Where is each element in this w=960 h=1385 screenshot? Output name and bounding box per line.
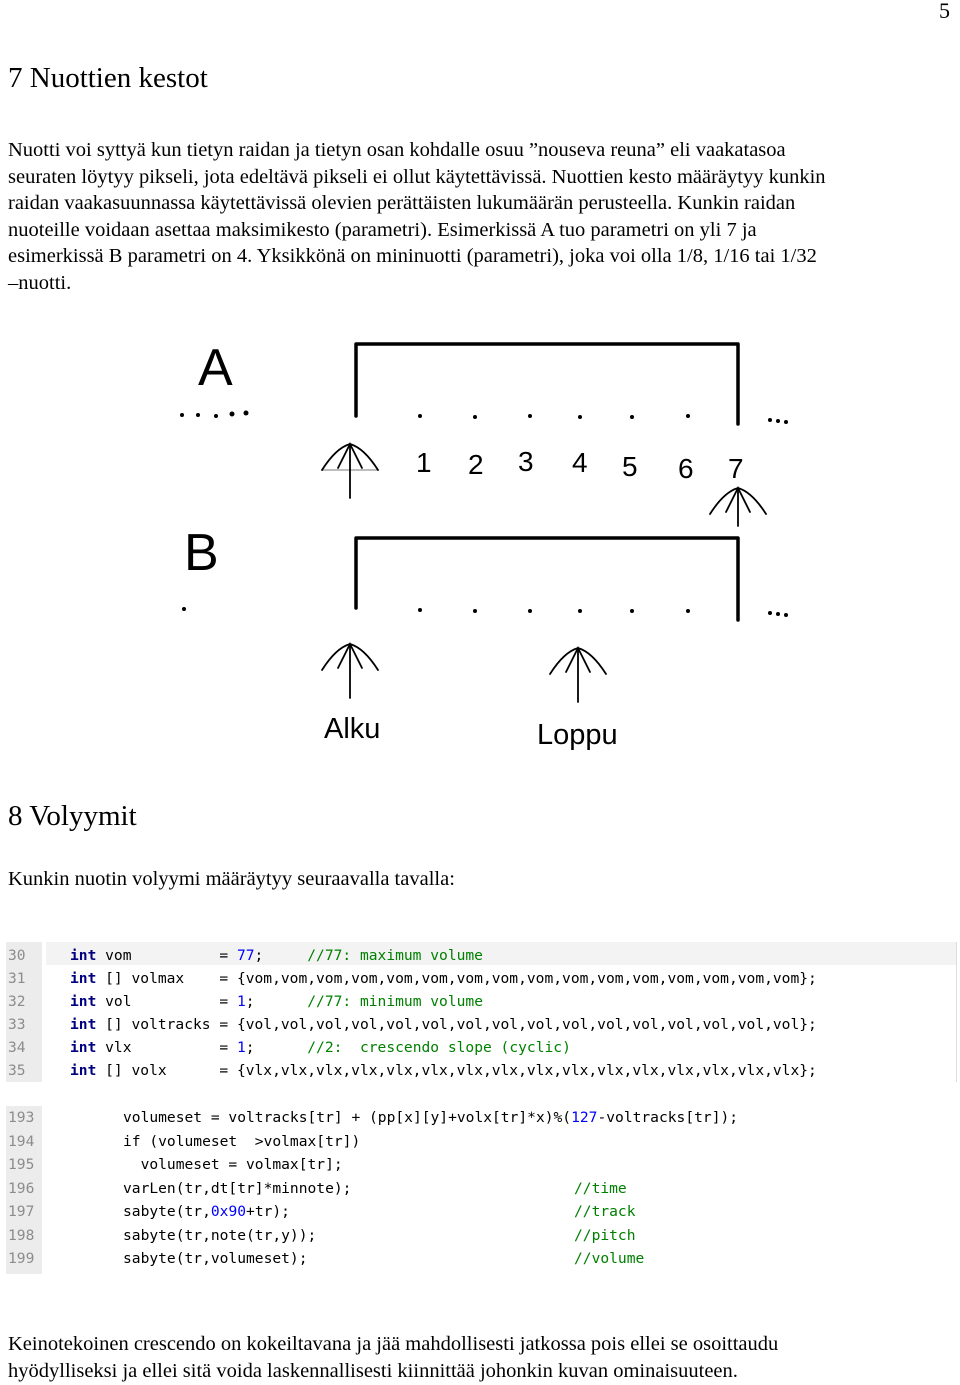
code-text — [123, 1200, 290, 1223]
code-line — [6, 1106, 830, 1129]
code-block-volume — [6, 1106, 830, 1274]
track-a-dots — [180, 411, 788, 425]
code-segment: sabyte(tr,volumeset); — [123, 1250, 308, 1267]
label-start: Alku — [324, 713, 381, 745]
code-block-declarations — [6, 942, 957, 1082]
count-1: 1 — [416, 447, 432, 478]
code-comment: //77: minimum volume — [307, 993, 483, 1010]
count-2: 2 — [468, 449, 484, 480]
code-line — [6, 990, 956, 1013]
code-comment: //time — [574, 1179, 627, 1197]
paragraph-line: hyödylliseksi ja ellei sitä voida laskennallisesti kiinnittää johonkin kuvan ominaisuuteen. — [8, 1359, 738, 1382]
keyword: int — [70, 1039, 97, 1056]
code-comment: //track — [574, 1203, 636, 1220]
line-number: 33 — [8, 1016, 26, 1033]
code-segment: [] voltracks = {vol,vol,vol,vol,vol,vol,vol,vol,vol,vol,vol,vol,vol,vol,vol,vol}; — [96, 1016, 817, 1033]
code-line — [6, 944, 956, 967]
line-number: 195 — [8, 1156, 35, 1173]
number-literal: 77 — [236, 947, 255, 964]
keyword: int — [70, 1016, 97, 1033]
line-number: 198 — [8, 1226, 35, 1244]
paragraph-line: Nuotti voi syttyä kun tietyn raidan ja tietyn osan kohdalle osuu ”nouseva reuna” eli vaakatasoa — [8, 139, 786, 161]
code-line — [6, 1059, 956, 1082]
keyword: int — [70, 1062, 97, 1079]
closing-paragraph — [8, 1331, 953, 1384]
code-segment: [] volmax = {vom,vom,vom,vom,vom,vom,vom,vom,vom,vom,vom,vom,vom,vom,vom,vom}; — [96, 970, 817, 987]
label-a: A — [198, 339, 233, 397]
code-segment: [] volx = {vlx,vlx,vlx,vlx,vlx,vlx,vlx,vlx,vlx,vlx,vlx,vlx,vlx,vlx,vlx,vlx}; — [96, 1062, 817, 1079]
code-text — [123, 1106, 738, 1129]
code-text — [70, 944, 483, 967]
code-text — [70, 1036, 571, 1059]
code-segment: ; — [254, 947, 308, 964]
code-line — [6, 1224, 830, 1247]
line-number: 34 — [8, 1039, 26, 1056]
code-line — [6, 1247, 830, 1270]
code-text — [123, 1153, 343, 1176]
count-3: 3 — [518, 446, 534, 477]
code-segment: ; — [245, 993, 308, 1010]
code-line — [6, 1153, 830, 1176]
count-4: 4 — [572, 447, 588, 478]
line-number: 193 — [8, 1109, 35, 1126]
code-segment: sabyte(tr,note(tr,y)); — [123, 1226, 317, 1244]
code-text — [123, 1177, 351, 1200]
section-7-heading: 7 Nuottien kestot — [8, 62, 208, 94]
paragraph-line: seuraten löytyy pikseli, jota edeltävä pikseli ei ollut käytettävissä. Nuottien kesto määräytyy kunkin — [8, 165, 826, 188]
count-7: 7 — [728, 453, 744, 484]
number-literal: 1 — [236, 1039, 246, 1056]
line-number: 31 — [8, 970, 26, 987]
code-comment: //pitch — [574, 1226, 636, 1244]
line-number: 30 — [8, 947, 26, 964]
code-comment: //volume — [574, 1250, 645, 1267]
number-literal: 1 — [236, 993, 246, 1010]
code-text — [123, 1247, 308, 1270]
line-number: 194 — [8, 1132, 35, 1150]
code-line — [6, 1177, 830, 1200]
paragraph-line: Keinotekoinen crescendo on kokeiltavana ja jää mahdollisesti jatkossa pois ellei se osoittaudu — [8, 1333, 779, 1355]
section-8-intro: Kunkin nuotin volyymi määräytyy seuraavalla tavalla: — [8, 868, 455, 890]
paragraph-line: esimerkissä B parametri on 4. Yksikkönä on mininuotti (parametri), joka voi olla 1/8, 1/16 tai 1/32 — [8, 245, 817, 268]
code-line — [6, 1013, 956, 1036]
code-segment: -voltracks[tr]); — [597, 1109, 739, 1126]
paragraph-line: nuoteille voidaan asettaa maksimikesto (parametri). Esimerkissä A tuo parametri on yli 7 ja — [8, 218, 757, 241]
code-segment: if (volumeset >volmax[tr]) — [123, 1132, 361, 1150]
code-segment: +tr); — [246, 1203, 290, 1220]
code-segment: varLen(tr,dt[tr]*minnote); — [123, 1179, 352, 1197]
code-segment: vom = — [96, 947, 237, 964]
keyword: int — [70, 947, 97, 964]
label-end: Loppu — [537, 719, 618, 751]
code-text — [70, 1013, 817, 1036]
code-segment: sabyte(tr, — [123, 1203, 211, 1220]
code-comment: //77: maximum volume — [307, 947, 483, 964]
code-comment: //2: crescendo slope (cyclic) — [307, 1039, 571, 1056]
count-5: 5 — [622, 451, 638, 482]
code-text — [70, 1059, 817, 1082]
number-literal: 127 — [571, 1109, 598, 1126]
note-duration-diagram — [170, 330, 810, 760]
code-line — [6, 1200, 830, 1223]
arrow-icon — [322, 444, 766, 702]
code-line — [6, 1130, 830, 1153]
number-literal: 0x90 — [210, 1203, 247, 1220]
code-segment: vol = — [96, 993, 237, 1010]
code-text — [70, 990, 483, 1013]
paragraph-line: –nuotti. — [8, 271, 72, 294]
track-b-pulse — [356, 538, 738, 620]
count-6: 6 — [678, 453, 694, 484]
page-number: 5 — [939, 0, 950, 23]
keyword: int — [70, 970, 97, 987]
section-7-paragraph — [8, 137, 953, 297]
line-number: 199 — [8, 1250, 35, 1267]
code-segment: volumeset = voltracks[tr] + (pp[x][y]+volx[tr]*x)%( — [123, 1109, 572, 1126]
code-segment: volumeset = volmax[tr]; — [123, 1156, 343, 1173]
code-text — [70, 967, 817, 990]
label-b: B — [184, 524, 219, 582]
code-segment: vlx = — [96, 1039, 237, 1056]
line-number: 32 — [8, 993, 26, 1010]
track-a-pulse — [356, 344, 738, 424]
code-text — [123, 1130, 360, 1153]
section-8-heading: 8 Volyymit — [8, 800, 137, 832]
code-line — [6, 967, 956, 990]
code-text — [123, 1224, 316, 1247]
code-line — [6, 1036, 956, 1059]
track-b-dots — [182, 607, 788, 617]
line-number: 35 — [8, 1062, 26, 1079]
code-segment: ; — [245, 1039, 308, 1056]
paragraph-line: raidan vaakasuunnassa käytettävissä olevien perättäisten lukumäärän perusteella. Kunkin raidan — [8, 192, 796, 215]
line-number: 197 — [8, 1203, 35, 1220]
keyword: int — [70, 993, 97, 1010]
line-number: 196 — [8, 1179, 35, 1197]
